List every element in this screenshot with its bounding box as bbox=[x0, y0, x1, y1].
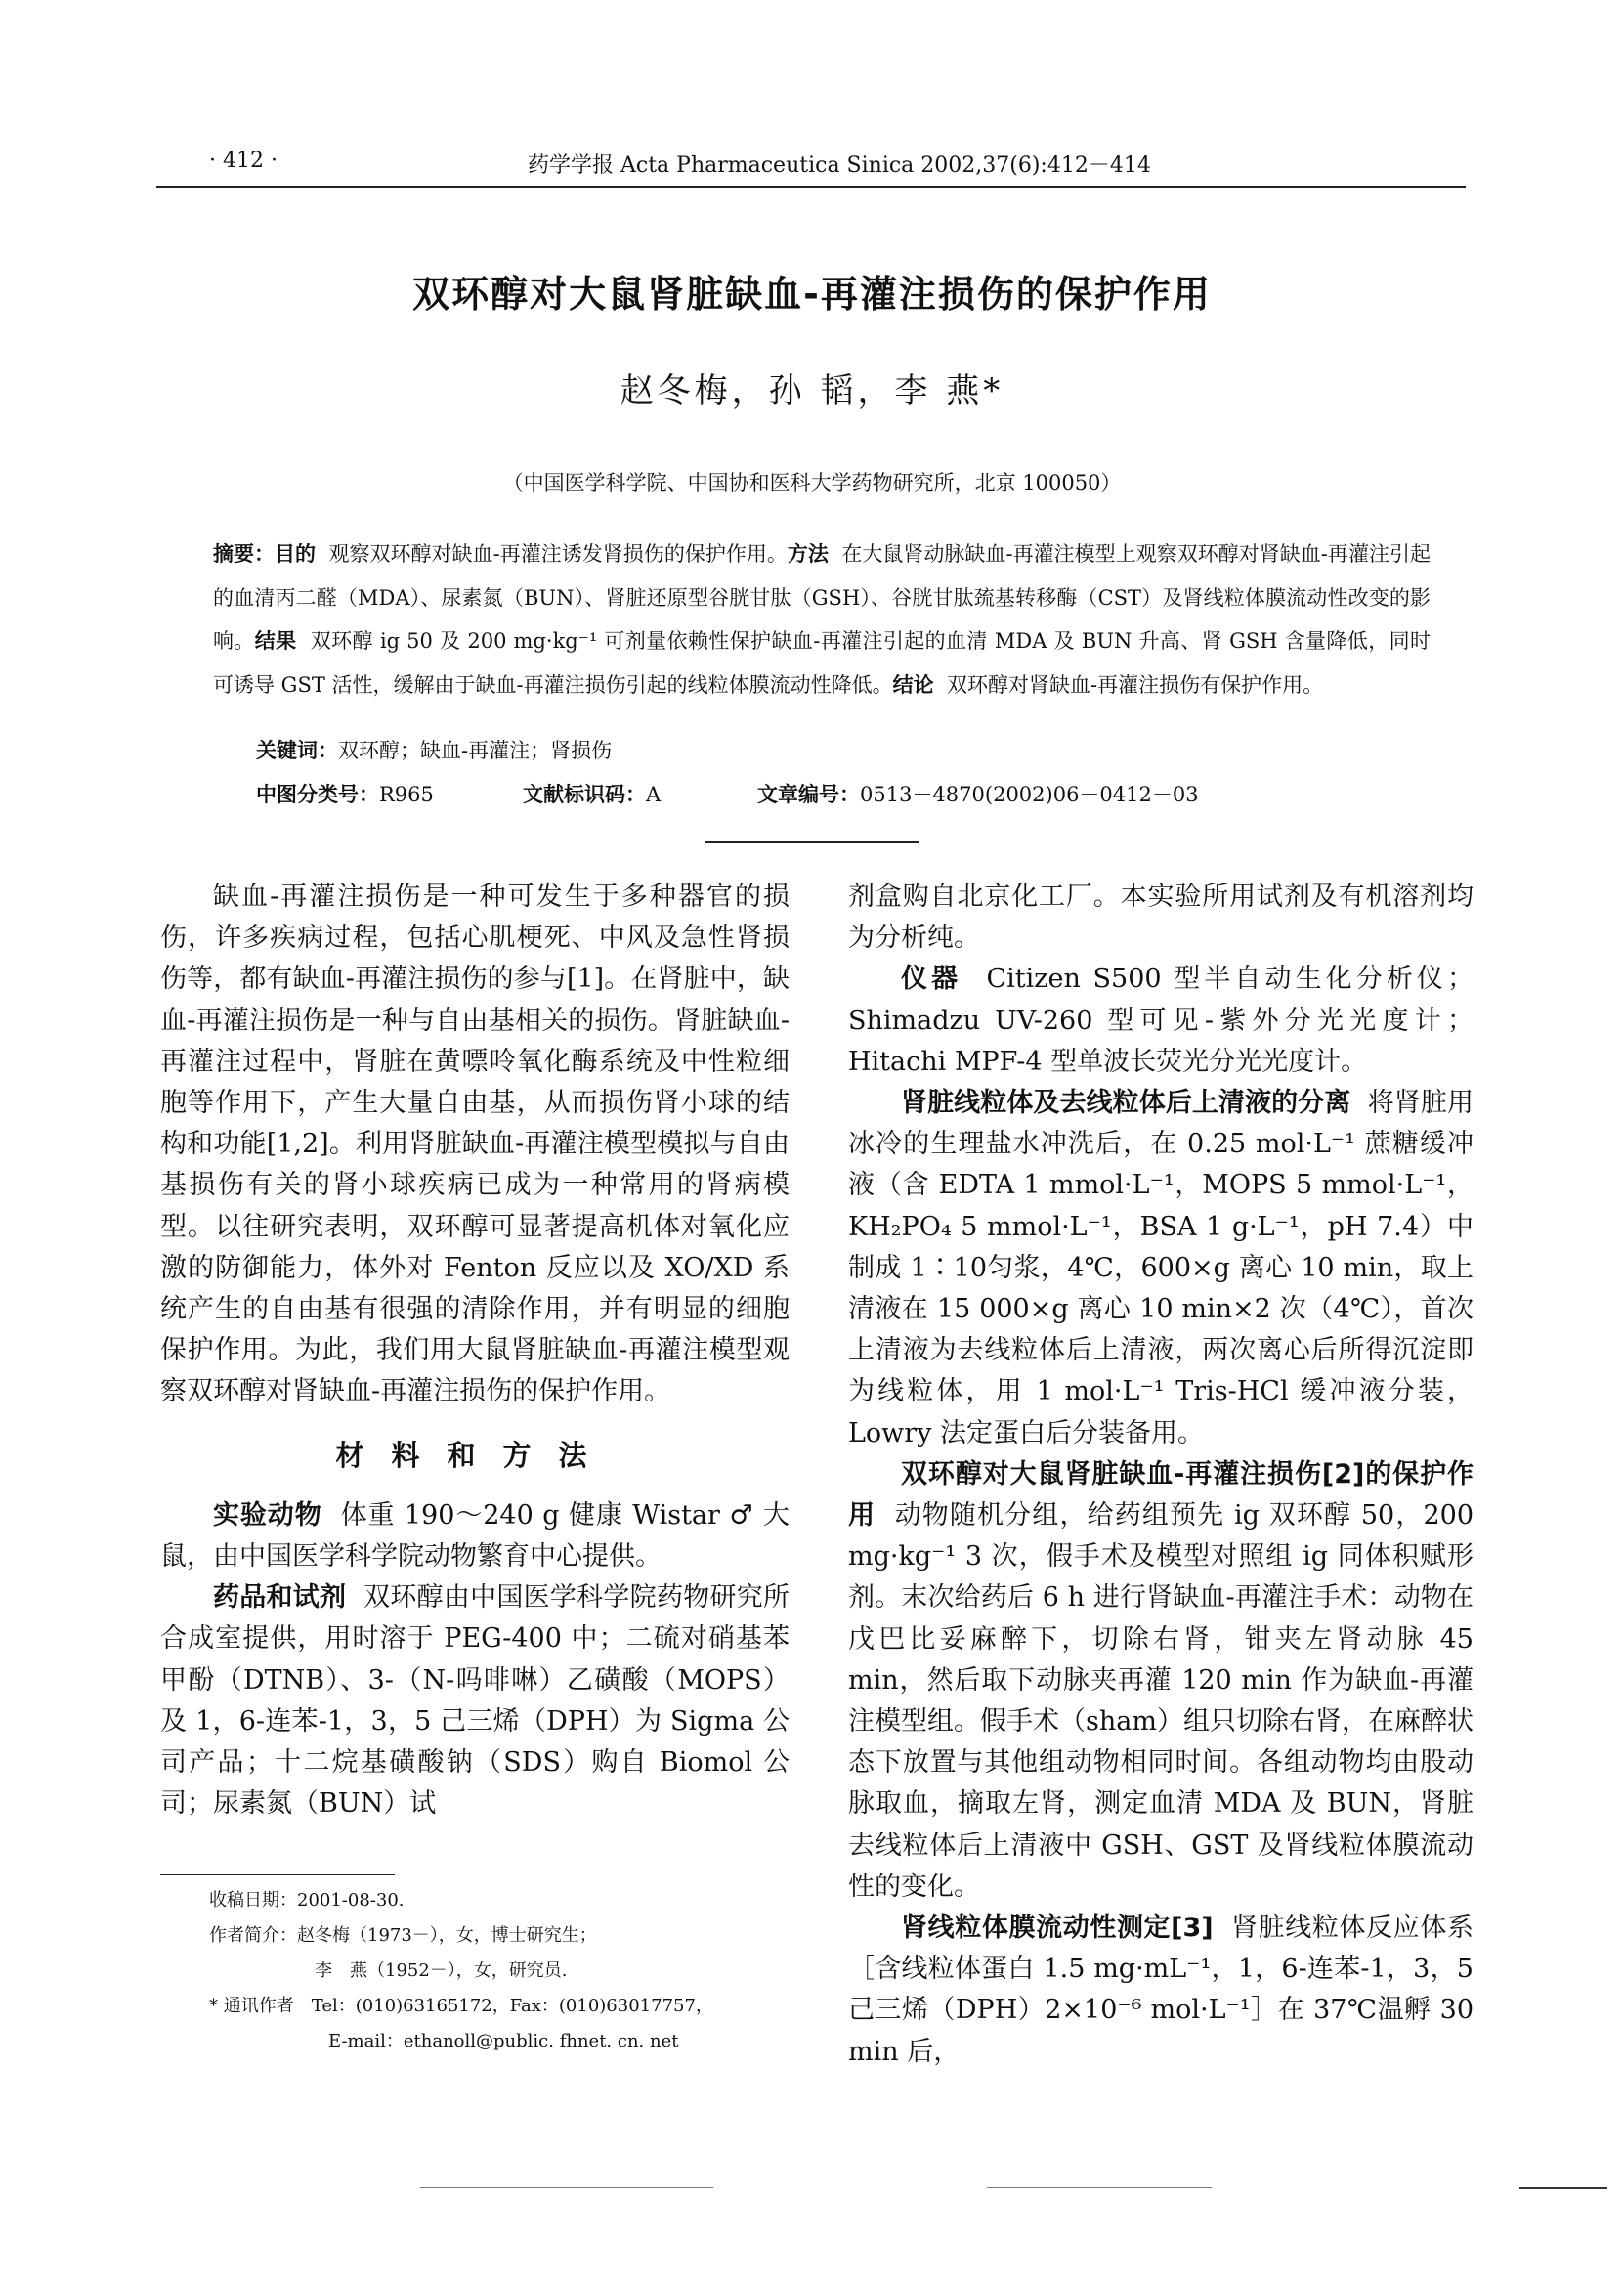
separation-paragraph bbox=[848, 1083, 1474, 1454]
abstract-method: 在大鼠肾动脉缺血-再灌注模型上观察双环醇对肾缺血-再灌注引起的血清丙二醛（MDA）、尿素氮（BUN）、肾脏还原型谷胱甘肽（GSH）、谷胱甘肽巯基转移酶（CST）及肾线粒体膜流动性改变的影响。 bbox=[213, 542, 1431, 653]
separation-label: 肾脏线粒体及去线粒体后上清液的分离 bbox=[901, 1088, 1351, 1119]
footnote-correspondence: * 通讯作者 Tel：(010)63165172，Fax：(010)63017757， bbox=[209, 1996, 713, 2016]
left-column bbox=[160, 877, 790, 1825]
document-code bbox=[523, 779, 661, 808]
protection-text: 动物随机分组，给药组预先 ig 双环醇 50，200 mg·kg⁻¹ 3 次，假手术及模型对照组 ig 同体积赋形剂。末次给药后 6 h 进行肾缺血-再灌注手术：动物在戊巴比妥麻醉下，切除右肾，钳夹左肾动脉 45 min，然后取下动脉夹再灌 120 min 作为缺血-再灌注模型组。假手术（sham）组只切除右肾，在麻醉状态下放置与其他组动物相同时间。各组动物均由股动脉取血，摘取左肾，测定血清 MDA 及 BUN，肾脏去线粒体后上清液中 GSH、GST 及肾线粒体膜流动性的变化。 bbox=[848, 1500, 1474, 1902]
abstract-result: 双环醇 ig 50 及 200 mg·kg⁻¹ 可剂量依赖性保护缺血-再灌注引起的血清 MDA 及 BUN 升高、肾 GSH 含量降低，同时可诱导 GST 活性，缓解由于缺血-再灌注损伤引起的线粒体膜流动性降低。 bbox=[213, 629, 1431, 697]
instruments-paragraph bbox=[848, 959, 1474, 1083]
header-rule bbox=[156, 186, 1466, 188]
intro-paragraph: 缺血-再灌注损伤是一种可发生于多种器官的损伤，许多疾病过程，包括心肌梗死、中风及急性肾损伤等，都有缺血-再灌注损伤的参与[1]。在肾脏中，缺血-再灌注损伤是一种与自由基相关的损伤。肾脏缺血-再灌注过程中，肾脏在黄嘌呤氧化酶系统及中性粒细胞等作用下，产生大量自由基，从而损伤肾小球的结构和功能[1,2]。利用肾脏缺血-再灌注模型模拟与自由基损伤有关的肾小球疾病已成为一种常用的肾病模型。以往研究表明，双环醇可显著提高机体对氧化应激的防御能力，体外对 Fenton 反应以及 XO/XD 系统产生的自由基有很强的清除作用，并有明显的细胞保护作用。为此，我们用大鼠肾脏缺血-再灌注模型观察双环醇对肾缺血-再灌注损伤的保护作用。 bbox=[160, 882, 790, 1407]
abstract-divider bbox=[705, 841, 919, 843]
footnote-author-2: 李 燕（1952－），女，研究员. bbox=[315, 1961, 568, 1981]
instruments-text: Citizen S500 型半自动生化分析仪；Shimadzu UV-260 型可见-紫外分光光度计；Hitachi MPF-4 型单波长荧光分光光度计。 bbox=[848, 964, 1474, 1077]
document-code-label: 文献标识码： bbox=[523, 783, 646, 806]
reagents-text: 双环醇由中国医学科学院药物研究所合成室提供，用时溶于 PEG-400 中；二硫对硝基苯甲酚（DTNB）、3-（N-吗啡啉）乙磺酸（MOPS）及 1，6-连苯-1，3，5 己三烯（DPH）为 Sigma 公司产品；十二烷基磺酸钠（SDS）购自 Biomol 公司；尿素氮（BUN）试 bbox=[160, 1582, 791, 1820]
footnotes bbox=[209, 1883, 795, 2059]
keywords bbox=[256, 735, 612, 764]
section-heading: 材料和方法 bbox=[335, 1438, 615, 1472]
abstract-conclusion-label: 结论 bbox=[892, 672, 934, 697]
article-number-value: 0513－4870(2002)06－0412－03 bbox=[860, 783, 1199, 806]
keywords-text: 双环醇；缺血-再灌注；肾损伤 bbox=[338, 739, 613, 762]
reagents-paragraph bbox=[160, 1577, 790, 1825]
abstract bbox=[213, 533, 1431, 707]
footnote-email: E-mail：ethanoll@public. fhnet. cn. net bbox=[328, 2031, 679, 2051]
abstract-result-label: 结果 bbox=[254, 629, 297, 653]
fluidity-label: 肾线粒体膜流动性测定[3] bbox=[901, 1913, 1214, 1944]
page-number: · 412 · bbox=[209, 149, 278, 173]
abstract-label: 摘要：目的 bbox=[213, 542, 317, 566]
scan-mark bbox=[987, 2187, 1212, 2188]
scan-mark bbox=[1519, 2187, 1607, 2189]
authors: 赵冬梅，孙 韬，李 燕* bbox=[620, 371, 1004, 410]
abstract-conclusion: 双环醇对肾缺血-再灌注损伤有保护作用。 bbox=[946, 672, 1324, 697]
abstract-aim: 观察双环醇对缺血-再灌注诱发肾损伤的保护作用。 bbox=[328, 542, 788, 566]
reagents-label: 药品和试剂 bbox=[213, 1582, 347, 1614]
protection-label: 双环醇对大鼠肾脏缺血-再灌注损伤[2]的保护作用 bbox=[848, 1458, 1474, 1531]
keywords-label: 关键词： bbox=[256, 739, 338, 762]
paper-title: 双环醇对大鼠肾脏缺血-再灌注损伤的保护作用 bbox=[412, 273, 1212, 316]
journal-header: 药学学报 Acta Pharmaceutica Sinica 2002,37(6):412－414 bbox=[528, 153, 1151, 178]
fluidity-paragraph bbox=[848, 1908, 1474, 2073]
animals-label: 实验动物 bbox=[213, 1499, 322, 1530]
fluidity-text: 肾脏线粒体反应体系［含线粒体蛋白 1.5 mg·mL⁻¹，1，6-连苯-1，3，5 己三烯（DPH）2×10⁻⁶ mol·L⁻¹］在 37℃温孵 30 min 后， bbox=[848, 1913, 1474, 2067]
scan-mark bbox=[420, 2187, 713, 2188]
classification-value: R965 bbox=[379, 783, 434, 806]
footnote-rule bbox=[160, 1874, 395, 1875]
article-number-label: 文章编号： bbox=[757, 783, 860, 806]
instruments-label: 仪器 bbox=[901, 964, 962, 995]
reagents-continued: 剂盒购自北京化工厂。本实验所用试剂及有机溶剂均为分析纯。 bbox=[848, 882, 1474, 954]
separation-text: 将肾脏用冰冷的生理盐水冲洗后，在 0.25 mol·L⁻¹ 蔗糖缓冲液（含 EDTA 1 mmol·L⁻¹，MOPS 5 mmol·L⁻¹，KH₂PO₄ 5 mmol·L⁻¹，BSA 1 g·L⁻¹，pH 7.4）中制成 1∶10匀浆，4℃，600×g 离心 10 min，取上清液在 15 000×g 离心 10 min×2 次（4℃），首次上清液为去线粒体后上清液，两次离心后所得沉淀即为线粒体，用 1 mol·L⁻¹ Tris-HCl 缓冲液分装，Lowry 法定蛋白后分装备用。 bbox=[848, 1088, 1474, 1448]
footnote-author-1: 作者简介：赵冬梅（1973－），女，博士研究生； bbox=[209, 1925, 597, 1946]
article-number bbox=[757, 779, 1199, 808]
protection-paragraph bbox=[848, 1454, 1474, 1908]
classification-number bbox=[256, 779, 434, 808]
right-column bbox=[848, 877, 1474, 2073]
footnote-received: 收稿日期：2001-08-30. bbox=[209, 1890, 405, 1911]
animals-text: 体重 190～240 g 健康 Wistar ♂ 大鼠，由中国医学科学院动物繁育中心提供。 bbox=[160, 1499, 790, 1573]
abstract-method-label: 方法 bbox=[787, 542, 829, 566]
animals-paragraph bbox=[160, 1495, 790, 1577]
classification-label: 中图分类号： bbox=[256, 783, 379, 806]
document-code-value: A bbox=[646, 783, 662, 806]
affiliation: （中国医学科学院、中国协和医科大学药物研究所，北京 100050） bbox=[502, 471, 1122, 495]
